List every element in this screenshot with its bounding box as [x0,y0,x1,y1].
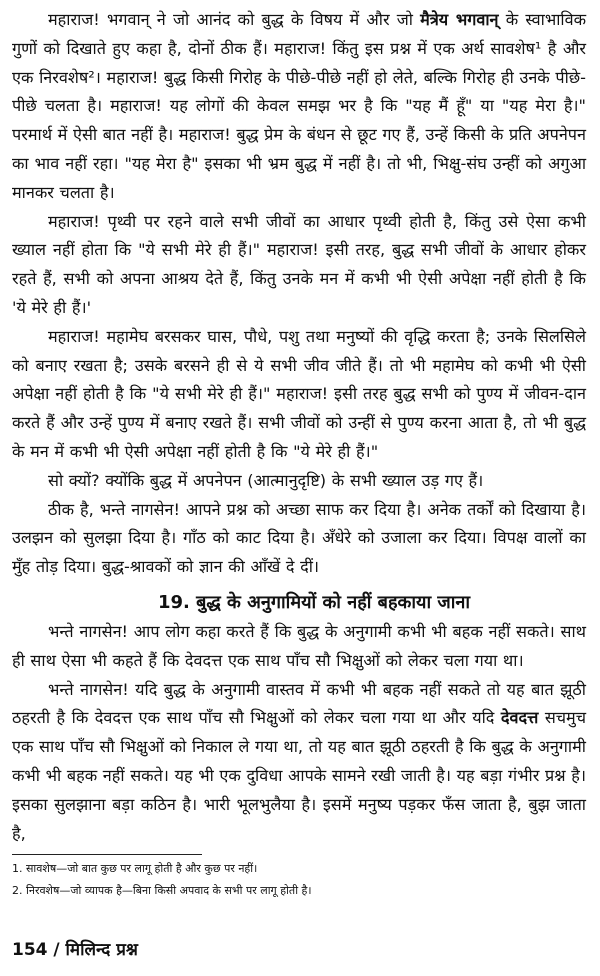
paragraph-1-text-a: महाराज! भगवान् ने जो आनंद को बुद्ध के विषय में और जो [48,10,421,29]
paragraph-6 [12,618,586,676]
paragraph-7-text-b: सचमुच एक साथ पाँच सौ भिक्षुओं को निकाल ले गया था, तो यह बात झूठी ठहरती है कि बुद्ध के अनुगामी कभी भी बहक नहीं सकते। यह भी एक दुविधा आपके सामने रखी जाती है। यह बड़ा गंभीर प्रश्न है। इसका सुलझाना बड़ा कठिन है। भारी भूलभुलैया है। इसमें मनुष्य पड़कर फँस जाता है, बुझ जाता है, [12,708,587,843]
paragraph-1-text-b: के स्वाभाविक गुणों को दिखाते हुए कहा है, दोनों ठीक हैं। महाराज! किंतु इस प्रश्न में एक अर्थ सावशेष¹ है और एक निरवशेष²। महाराज! बुद्ध किसी गिरोह के पीछे-पीछे नहीं हो लेते, बल्कि गिरोह ही उनके पीछे-पीछे चलता है। महाराज! यह लोगों की केवल समझ भर है कि "यह मैं हूँ" या "यह मेरा है।" परमार्थ में ऐसी बात नहीं है। महाराज! बुद्ध प्रेम के बंधन से छूट गए हैं, उन्हें किसी के प्रति अपनेपन का भाव नहीं रहा। "यह मेरा है" इसका भी भ्रम बुद्ध में नहीं है। तो भी, भिक्षु-संघ उन्हीं को अगुआ मानकर चलता है। [12,10,587,202]
footnote-1: 1. सावशेष—जो बात कुछ पर लागू होती है और कुछ पर नहीं। [12,862,258,876]
paragraph-1-emphasis: मैत्रेय भगवान् [420,10,499,29]
footnote-divider [12,854,202,855]
paragraph-2-text: महाराज! पृथ्वी पर रहने वाले सभी जीवों का आधार पृथ्वी होती है, किंतु उसे ऐसा कभी ख्याल नहीं होता कि "ये सभी मेरे ही हैं।" महाराज! इसी तरह, बुद्ध सभी जीवों के आधार होकर रहते हैं, सभी को अपना आश्रय देते हैं, किंतु उनके मन में कभी भी ऐसी अपेक्षा नहीं होती है कि 'ये मेरे ही हैं।' [12,211,586,317]
paragraph-4-text: सो क्यों? क्योंकि बुद्ध में अपनेपन (आत्मानुदृष्टि) के सभी ख्याल उड़ गए हैं। [48,470,484,490]
paragraph-7 [12,676,586,849]
paragraph-3 [12,323,586,467]
paragraph-7-text-a: भन्ते नागसेन! यदि बुद्ध के अनुगामी वास्तव में कभी भी बहक नहीं सकते तो यह बात झूठी ठहरती है कि देवदत्त एक साथ पाँच सौ भिक्षुओं को लेकर चला गया था और यदि [12,679,586,728]
paragraph-7-emphasis: देवदत्त [500,708,539,728]
paragraph-5 [12,496,586,582]
page-folio: 154 / मिलिन्द प्रश्न [12,940,138,960]
paragraph-6-text: भन्ते नागसेन! आप लोग कहा करते हैं कि बुद्ध के अनुगामी कभी भी बहक नहीं सकते। साथ ही साथ ऐसा भी कहते हैं कि देवदत्त एक साथ पाँच सौ भिक्षुओं को लेकर चला गया था। [12,621,586,670]
footnote-2: 2. निरवशेष—जो व्यापक है—बिना किसी अपवाद के सभी पर लागू होती है। [12,884,312,898]
paragraph-4 [12,467,586,496]
section-heading: 19. बुद्ध के अनुगामियों को नहीं बहकाया जाना [157,591,471,613]
paragraph-3-text: महाराज! महामेघ बरसकर घास, पौधे, पशु तथा मनुष्यों की वृद्धि करता है; उनके सिलसिले को बनाए रखता है; उसके बरसने ही से ये सभी जीव जीते हैं। तो भी महामेघ को कभी भी ऐसी अपेक्षा नहीं होती है कि "ये सभी मेरे ही हैं।" महाराज! इसी तरह बुद्ध सभी को पुण्य में जीवन-दान करते हैं और उन्हें पुण्य में बनाए रखते हैं। सभी जीवों को उन्हीं से पुण्य करना आता है, तो भी बुद्ध के मन में कभी भी ऐसी अपेक्षा नहीं होती है कि "ये मेरे ही हैं।" [12,326,586,461]
paragraph-5-text: ठीक है, भन्ते नागसेन! आपने प्रश्न को अच्छा साफ कर दिया है। अनेक तर्कों को दिखाया है। उलझन को सुलझा दिया है। गाँठ को काट दिया है। अँधेरे को उजाला कर दिया। विपक्ष वालों का मुँह तोड़ दिया। बुद्ध-श्रावकों को ज्ञान की आँखें दे दीं। [12,499,586,577]
paragraph-2 [12,208,586,323]
paragraph-1 [12,6,586,208]
